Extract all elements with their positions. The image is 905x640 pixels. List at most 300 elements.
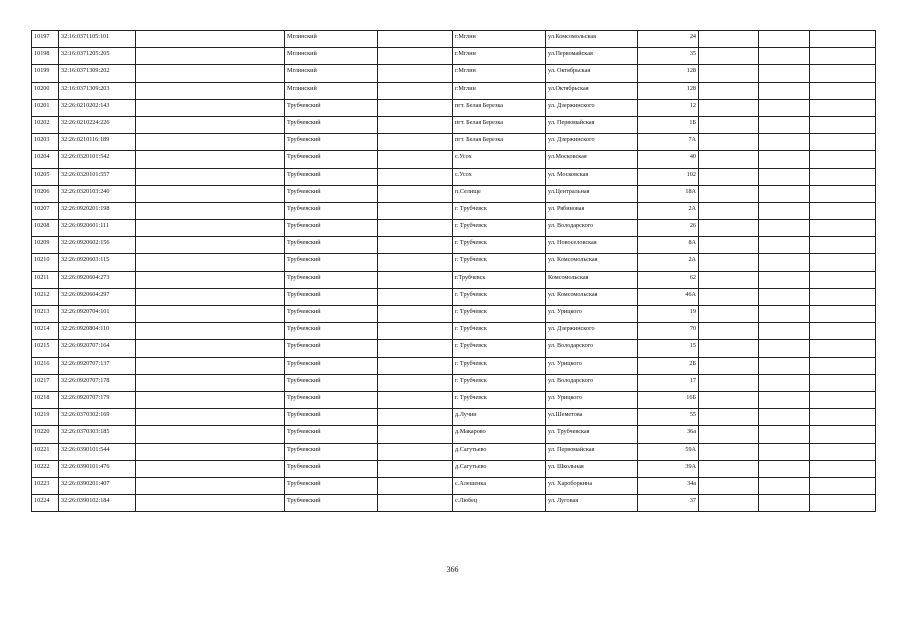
cell-cadastral-number: 32:26:0920604:273 <box>59 271 136 288</box>
cell-district: Мглинский <box>285 65 378 82</box>
table-row <box>32 65 876 82</box>
cell-district: Трубчевский <box>285 391 378 408</box>
cell-col-empty-b <box>378 65 453 82</box>
cell-street: ул.Московская <box>546 151 638 168</box>
cell-col-empty-c <box>699 477 759 494</box>
table-row <box>32 31 876 48</box>
cell-col-empty-d <box>759 306 810 323</box>
cell-house-number: 37 <box>638 495 699 512</box>
cell-row-index: 10218 <box>32 391 59 408</box>
cell-house-number: 7А <box>638 134 699 151</box>
cell-street: ул. Дзержинского <box>546 323 638 340</box>
cell-house-number: 1Б <box>638 116 699 133</box>
cell-col-empty-d <box>759 185 810 202</box>
cell-col-empty-c <box>699 271 759 288</box>
cell-col-empty-b <box>378 426 453 443</box>
cell-street: ул. Школьная <box>546 460 638 477</box>
cell-district: Трубчевский <box>285 460 378 477</box>
cell-cadastral-number: 32:26:0390101:476 <box>59 460 136 477</box>
registry-table <box>31 30 876 512</box>
cell-house-number: 62 <box>638 271 699 288</box>
table-row <box>32 409 876 426</box>
cell-col-empty-d <box>759 48 810 65</box>
cell-col-empty-d <box>759 477 810 494</box>
cell-col-empty-a <box>136 151 285 168</box>
cell-locality: д.Сагутьево <box>453 443 546 460</box>
cell-cadastral-number: 32:16:0371309:202 <box>59 65 136 82</box>
cell-col-empty-a <box>136 495 285 512</box>
cell-col-empty-c <box>699 426 759 443</box>
cell-col-empty-c <box>699 495 759 512</box>
cell-cadastral-number: 32:26:0390201:407 <box>59 477 136 494</box>
cell-col-empty-c <box>699 65 759 82</box>
cell-col-empty-d <box>759 65 810 82</box>
cell-district: Трубчевский <box>285 134 378 151</box>
cell-district: Трубчевский <box>285 116 378 133</box>
cell-street: ул. Луговая <box>546 495 638 512</box>
table-row <box>32 460 876 477</box>
cell-district: Мглинский <box>285 82 378 99</box>
cell-col-empty-d <box>759 288 810 305</box>
cell-district: Трубчевский <box>285 99 378 116</box>
cell-col-empty-a <box>136 31 285 48</box>
table-row <box>32 82 876 99</box>
cell-col-empty-a <box>136 134 285 151</box>
cell-house-number: 128 <box>638 82 699 99</box>
cell-col-empty-e <box>810 168 876 185</box>
table-row <box>32 443 876 460</box>
cell-col-empty-e <box>810 271 876 288</box>
cell-col-empty-e <box>810 340 876 357</box>
cell-col-empty-a <box>136 323 285 340</box>
cell-street: ул. Рябиновая <box>546 202 638 219</box>
cell-col-empty-a <box>136 220 285 237</box>
cell-col-empty-d <box>759 202 810 219</box>
cell-cadastral-number: 32:26:0920704:101 <box>59 306 136 323</box>
cell-locality: г. Трубчевск <box>453 391 546 408</box>
cell-house-number: 18А <box>638 185 699 202</box>
cell-row-index: 10224 <box>32 495 59 512</box>
cell-col-empty-c <box>699 168 759 185</box>
cell-locality: г. Трубчевск <box>453 288 546 305</box>
cell-house-number: 102 <box>638 168 699 185</box>
cell-street: Комсомольская <box>546 271 638 288</box>
cell-house-number: 26 <box>638 220 699 237</box>
cell-col-empty-a <box>136 374 285 391</box>
cell-col-empty-a <box>136 340 285 357</box>
cell-locality: г. Трубчевск <box>453 237 546 254</box>
cell-col-empty-c <box>699 340 759 357</box>
cell-col-empty-a <box>136 48 285 65</box>
cell-col-empty-e <box>810 391 876 408</box>
cell-col-empty-b <box>378 357 453 374</box>
cell-cadastral-number: 32:26:0920604:297 <box>59 288 136 305</box>
cell-district: Трубчевский <box>285 426 378 443</box>
cell-col-empty-d <box>759 254 810 271</box>
cell-col-empty-a <box>136 202 285 219</box>
cell-locality: г.Трубчевск <box>453 271 546 288</box>
cell-row-index: 10216 <box>32 357 59 374</box>
cell-col-empty-d <box>759 409 810 426</box>
cell-col-empty-c <box>699 151 759 168</box>
cell-col-empty-d <box>759 495 810 512</box>
cell-row-index: 10197 <box>32 31 59 48</box>
cell-col-empty-e <box>810 116 876 133</box>
cell-cadastral-number: 32:26:0320103:240 <box>59 185 136 202</box>
cell-col-empty-b <box>378 237 453 254</box>
cell-street: ул. Володарского <box>546 374 638 391</box>
cell-col-empty-e <box>810 99 876 116</box>
cell-house-number: 35 <box>638 48 699 65</box>
cell-col-empty-c <box>699 134 759 151</box>
cell-col-empty-d <box>759 426 810 443</box>
cell-col-empty-c <box>699 460 759 477</box>
cell-col-empty-b <box>378 306 453 323</box>
cell-house-number: 24 <box>638 31 699 48</box>
cell-house-number: 70 <box>638 323 699 340</box>
table-row <box>32 151 876 168</box>
cell-col-empty-d <box>759 460 810 477</box>
cell-col-empty-b <box>378 185 453 202</box>
cell-cadastral-number: 32:26:0210202:143 <box>59 99 136 116</box>
cell-district: Трубчевский <box>285 151 378 168</box>
cell-locality: п.Селище <box>453 185 546 202</box>
cell-col-empty-b <box>378 202 453 219</box>
cell-locality: г. Трубчевск <box>453 323 546 340</box>
cell-col-empty-a <box>136 168 285 185</box>
cell-row-index: 10203 <box>32 134 59 151</box>
cell-locality: с.Усох <box>453 151 546 168</box>
cell-cadastral-number: 32:26:0370302:169 <box>59 409 136 426</box>
table-row <box>32 220 876 237</box>
cell-col-empty-d <box>759 151 810 168</box>
cell-street: ул. Московская <box>546 168 638 185</box>
cell-col-empty-c <box>699 357 759 374</box>
cell-street: ул. Первомайская <box>546 116 638 133</box>
cell-street: ул. Урицкого <box>546 391 638 408</box>
cell-col-empty-b <box>378 409 453 426</box>
cell-row-index: 10199 <box>32 65 59 82</box>
table-row <box>32 202 876 219</box>
cell-district: Трубчевский <box>285 271 378 288</box>
cell-col-empty-b <box>378 99 453 116</box>
cell-col-empty-a <box>136 306 285 323</box>
cell-col-empty-d <box>759 82 810 99</box>
cell-locality: г. Трубчевск <box>453 306 546 323</box>
table-row <box>32 288 876 305</box>
cell-district: Трубчевский <box>285 185 378 202</box>
table-row <box>32 237 876 254</box>
cell-house-number: 55 <box>638 409 699 426</box>
table-row <box>32 116 876 133</box>
cell-col-empty-a <box>136 99 285 116</box>
cell-col-empty-d <box>759 237 810 254</box>
table-row <box>32 426 876 443</box>
cell-locality: г.Мглин <box>453 31 546 48</box>
cell-row-index: 10219 <box>32 409 59 426</box>
cell-house-number: 40 <box>638 151 699 168</box>
cell-col-empty-c <box>699 323 759 340</box>
cell-col-empty-b <box>378 82 453 99</box>
cell-row-index: 10209 <box>32 237 59 254</box>
cell-street: ул.Первомайская <box>546 48 638 65</box>
table-row <box>32 134 876 151</box>
cell-row-index: 10201 <box>32 99 59 116</box>
cell-col-empty-b <box>378 134 453 151</box>
cell-street: ул. Комсомольская <box>546 254 638 271</box>
cell-cadastral-number: 32:16:0371309:203 <box>59 82 136 99</box>
cell-street: ул. Урицкого <box>546 357 638 374</box>
cell-house-number: 8А <box>638 237 699 254</box>
cell-locality: пгт. Белая Березка <box>453 116 546 133</box>
cell-house-number: 59А <box>638 443 699 460</box>
cell-cadastral-number: 32:26:0920707:179 <box>59 391 136 408</box>
cell-row-index: 10222 <box>32 460 59 477</box>
cell-house-number: 36а <box>638 426 699 443</box>
cell-street: ул.Шеметова <box>546 409 638 426</box>
cell-house-number: 128 <box>638 65 699 82</box>
cell-row-index: 10198 <box>32 48 59 65</box>
cell-cadastral-number: 32:26:0920707:178 <box>59 374 136 391</box>
table-row <box>32 306 876 323</box>
cell-col-empty-d <box>759 340 810 357</box>
cell-col-empty-b <box>378 495 453 512</box>
table-row <box>32 357 876 374</box>
cell-cadastral-number: 32:26:0210116:189 <box>59 134 136 151</box>
cell-col-empty-d <box>759 31 810 48</box>
cell-house-number: 46А <box>638 288 699 305</box>
cell-house-number: 2Б <box>638 357 699 374</box>
table-row <box>32 495 876 512</box>
cell-street: ул. Дзержинского <box>546 99 638 116</box>
cell-cadastral-number: 32:26:0920707:137 <box>59 357 136 374</box>
cell-col-empty-e <box>810 495 876 512</box>
cell-row-index: 10202 <box>32 116 59 133</box>
cell-district: Трубчевский <box>285 409 378 426</box>
cell-district: Трубчевский <box>285 340 378 357</box>
cell-row-index: 10217 <box>32 374 59 391</box>
cell-district: Трубчевский <box>285 323 378 340</box>
cell-district: Трубчевский <box>285 202 378 219</box>
cell-col-empty-b <box>378 460 453 477</box>
cell-locality: г. Трубчевск <box>453 202 546 219</box>
cell-house-number: 15 <box>638 340 699 357</box>
cell-col-empty-a <box>136 357 285 374</box>
cell-row-index: 10211 <box>32 271 59 288</box>
cell-col-empty-a <box>136 237 285 254</box>
cell-col-empty-c <box>699 374 759 391</box>
cell-col-empty-a <box>136 409 285 426</box>
registry-body <box>32 31 876 512</box>
cell-cadastral-number: 32:26:0920603:115 <box>59 254 136 271</box>
cell-street: ул.Центральная <box>546 185 638 202</box>
cell-cadastral-number: 32:26:0370303:185 <box>59 426 136 443</box>
cell-row-index: 10200 <box>32 82 59 99</box>
cell-col-empty-d <box>759 116 810 133</box>
cell-col-empty-b <box>378 271 453 288</box>
cell-col-empty-e <box>810 254 876 271</box>
cell-district: Мглинский <box>285 48 378 65</box>
cell-locality: пгт. Белая Березка <box>453 134 546 151</box>
table-row <box>32 477 876 494</box>
cell-cadastral-number: 32:26:0390101:544 <box>59 443 136 460</box>
cell-locality: д.Макарово <box>453 426 546 443</box>
cell-street: ул. Дзержинского <box>546 134 638 151</box>
table-row <box>32 340 876 357</box>
page-number: 366 <box>446 565 459 574</box>
cell-col-empty-c <box>699 254 759 271</box>
cell-locality: пгт. Белая Березка <box>453 99 546 116</box>
cell-row-index: 10208 <box>32 220 59 237</box>
cell-col-empty-b <box>378 48 453 65</box>
cell-col-empty-c <box>699 443 759 460</box>
cell-col-empty-a <box>136 65 285 82</box>
cell-col-empty-c <box>699 31 759 48</box>
cell-col-empty-d <box>759 168 810 185</box>
cell-row-index: 10223 <box>32 477 59 494</box>
cell-district: Трубчевский <box>285 168 378 185</box>
cell-district: Трубчевский <box>285 477 378 494</box>
cell-street: ул. Трубчевская <box>546 426 638 443</box>
cell-row-index: 10210 <box>32 254 59 271</box>
cell-row-index: 10205 <box>32 168 59 185</box>
cell-col-empty-d <box>759 134 810 151</box>
cell-row-index: 10213 <box>32 306 59 323</box>
cell-col-empty-d <box>759 220 810 237</box>
cell-locality: с.Алешенка <box>453 477 546 494</box>
cell-col-empty-e <box>810 288 876 305</box>
cell-col-empty-b <box>378 254 453 271</box>
cell-col-empty-c <box>699 306 759 323</box>
cell-col-empty-d <box>759 99 810 116</box>
cell-house-number: 17 <box>638 374 699 391</box>
cell-col-empty-a <box>136 116 285 133</box>
cell-house-number: 19 <box>638 306 699 323</box>
cell-col-empty-d <box>759 323 810 340</box>
cell-col-empty-e <box>810 48 876 65</box>
cell-col-empty-e <box>810 426 876 443</box>
cell-cadastral-number: 32:26:0920804:110 <box>59 323 136 340</box>
cell-col-empty-e <box>810 323 876 340</box>
cell-row-index: 10212 <box>32 288 59 305</box>
cell-col-empty-e <box>810 374 876 391</box>
cell-cadastral-number: 32:16:0371105:101 <box>59 31 136 48</box>
cell-locality: г. Трубчевск <box>453 374 546 391</box>
cell-cadastral-number: 32:26:0320101:542 <box>59 151 136 168</box>
cell-row-index: 10204 <box>32 151 59 168</box>
cell-col-empty-c <box>699 391 759 408</box>
cell-street: ул.Октябрьская <box>546 82 638 99</box>
cell-locality: г. Трубчевск <box>453 340 546 357</box>
cell-col-empty-c <box>699 409 759 426</box>
cell-col-empty-b <box>378 168 453 185</box>
cell-col-empty-d <box>759 443 810 460</box>
cell-house-number: 34а <box>638 477 699 494</box>
cell-col-empty-b <box>378 443 453 460</box>
cell-district: Трубчевский <box>285 220 378 237</box>
cell-col-empty-e <box>810 134 876 151</box>
cell-cadastral-number: 32:26:0920201:198 <box>59 202 136 219</box>
cell-col-empty-e <box>810 306 876 323</box>
cell-col-empty-b <box>378 116 453 133</box>
cell-col-empty-a <box>136 460 285 477</box>
cell-street: ул. Хароборкина <box>546 477 638 494</box>
cell-street: ул. Володарского <box>546 340 638 357</box>
cell-col-empty-b <box>378 477 453 494</box>
cell-district: Трубчевский <box>285 237 378 254</box>
table-row <box>32 271 876 288</box>
cell-locality: д.Сагутьево <box>453 460 546 477</box>
cell-col-empty-a <box>136 443 285 460</box>
cell-locality: с.Любец <box>453 495 546 512</box>
cell-locality: г. Трубчевск <box>453 254 546 271</box>
cell-col-empty-e <box>810 477 876 494</box>
cell-col-empty-c <box>699 185 759 202</box>
cell-street: ул. Комсомольская <box>546 288 638 305</box>
cell-district: Трубчевский <box>285 443 378 460</box>
table-row <box>32 185 876 202</box>
cell-row-index: 10215 <box>32 340 59 357</box>
cell-col-empty-a <box>136 288 285 305</box>
cell-col-empty-e <box>810 31 876 48</box>
cell-col-empty-b <box>378 288 453 305</box>
cell-col-empty-c <box>699 99 759 116</box>
cell-house-number: 2А <box>638 254 699 271</box>
cell-row-index: 10214 <box>32 323 59 340</box>
cell-col-empty-b <box>378 220 453 237</box>
cell-district: Мглинский <box>285 31 378 48</box>
cell-col-empty-c <box>699 237 759 254</box>
cell-locality: г. Трубчевск <box>453 220 546 237</box>
cell-col-empty-a <box>136 477 285 494</box>
cell-col-empty-c <box>699 288 759 305</box>
cell-street: ул. Первомайская <box>546 443 638 460</box>
cell-row-index: 10221 <box>32 443 59 460</box>
cell-col-empty-a <box>136 271 285 288</box>
cell-row-index: 10220 <box>32 426 59 443</box>
cell-col-empty-d <box>759 271 810 288</box>
cell-locality: с.Усох <box>453 168 546 185</box>
cell-col-empty-b <box>378 374 453 391</box>
cell-street: ул. Володарского <box>546 220 638 237</box>
table-row <box>32 374 876 391</box>
cell-col-empty-e <box>810 409 876 426</box>
cell-locality: г.Мглин <box>453 48 546 65</box>
cell-street: ул. Урицкого <box>546 306 638 323</box>
cell-street: ул.Комсомольская <box>546 31 638 48</box>
cell-cadastral-number: 32:16:0371205:205 <box>59 48 136 65</box>
cell-col-empty-c <box>699 82 759 99</box>
cell-district: Трубчевский <box>285 495 378 512</box>
cell-cadastral-number: 32:26:0210224:226 <box>59 116 136 133</box>
table-row <box>32 391 876 408</box>
cell-locality: д.Лучин <box>453 409 546 426</box>
cell-col-empty-e <box>810 65 876 82</box>
cell-col-empty-e <box>810 357 876 374</box>
cell-col-empty-b <box>378 340 453 357</box>
table-row <box>32 99 876 116</box>
cell-house-number: 39А <box>638 460 699 477</box>
cell-col-empty-d <box>759 391 810 408</box>
cell-locality: г.Мглин <box>453 82 546 99</box>
cell-col-empty-a <box>136 82 285 99</box>
table-row <box>32 168 876 185</box>
cell-house-number: 12 <box>638 99 699 116</box>
cell-cadastral-number: 32:26:0390102:184 <box>59 495 136 512</box>
cell-col-empty-e <box>810 82 876 99</box>
cell-col-empty-e <box>810 220 876 237</box>
cell-col-empty-d <box>759 357 810 374</box>
